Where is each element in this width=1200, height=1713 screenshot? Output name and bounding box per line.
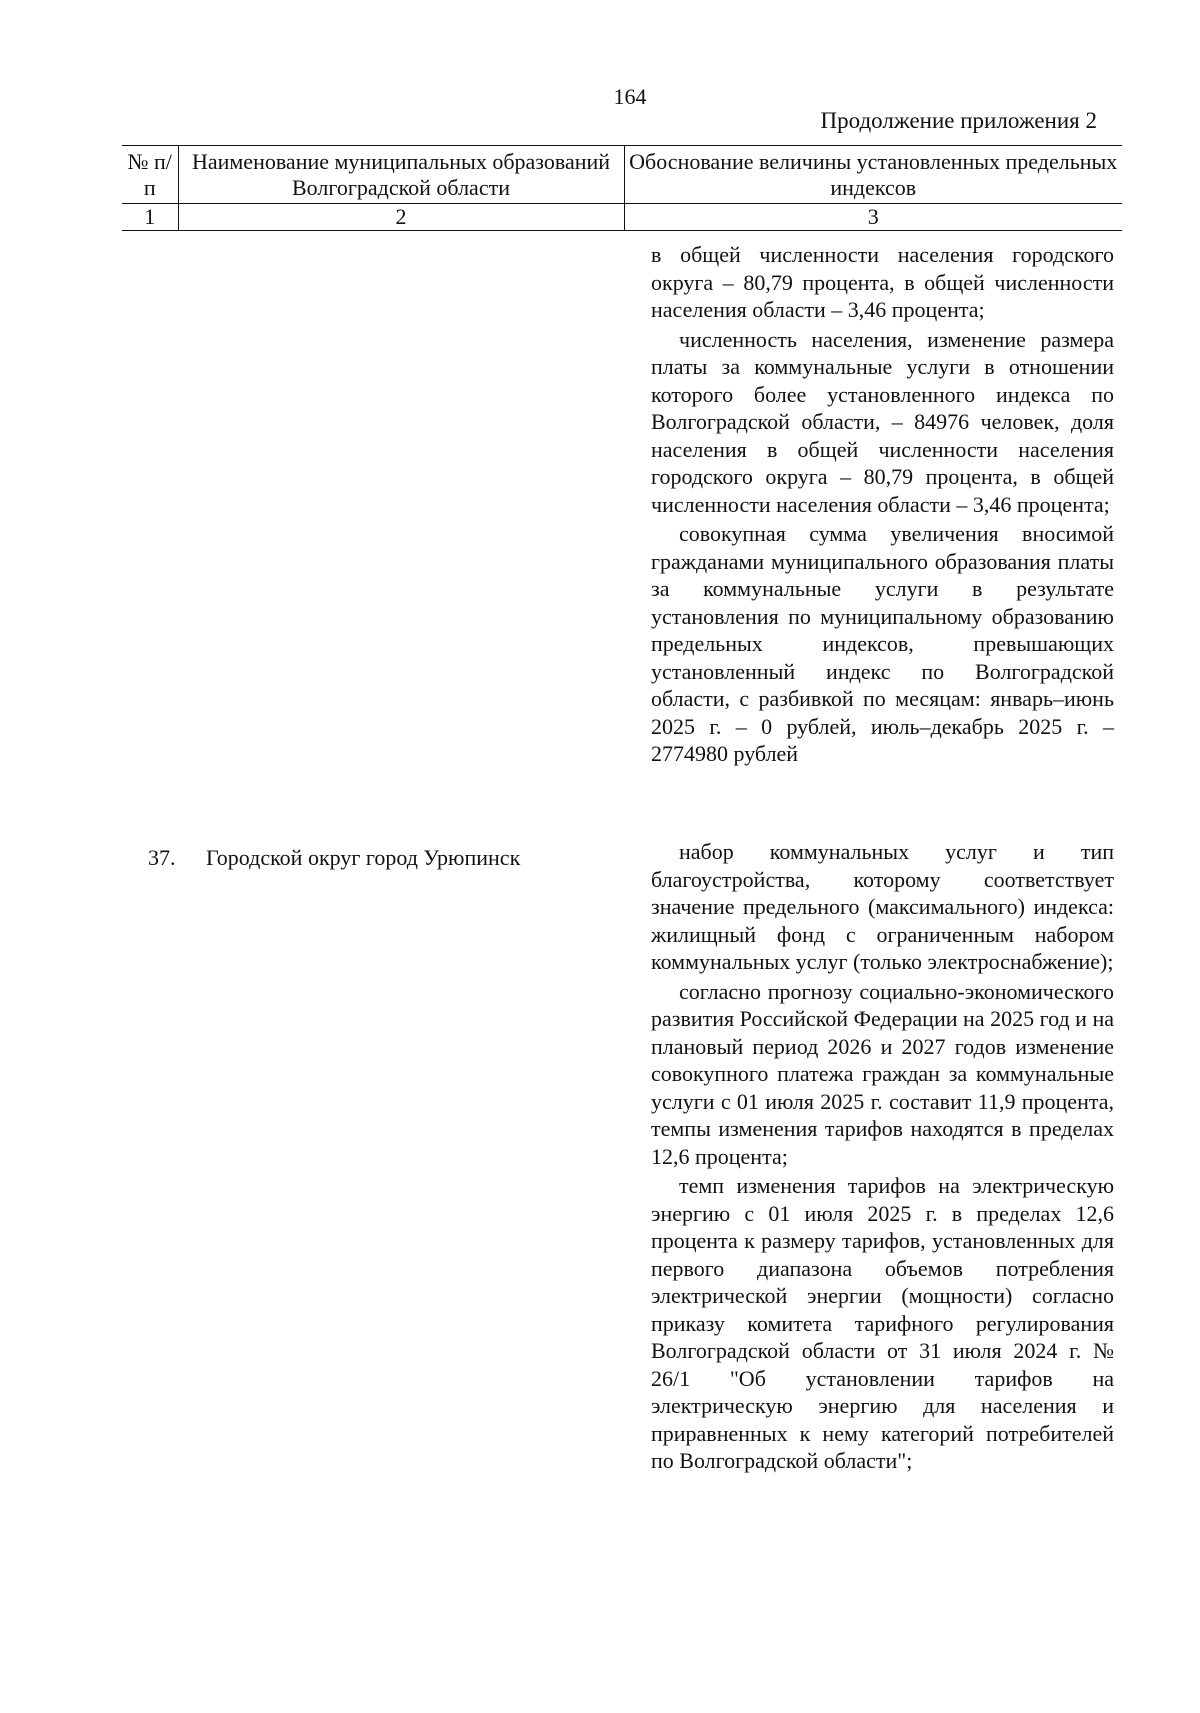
row-37-paragraph-2: согласно прогнозу социально-экономического развития Российской Федерации на 2025 год и на плановый период 2026 и 2027 годов изменение совокупного платежа граждан за коммунальные услуги с 01 июля 2025 г. составит 11,9 процента, темпы изменения тарифов находятся в пределах 12,6 процента;: [651, 978, 1114, 1169]
header-municipality: Наименование муниципальных образований Волгоградской области: [178, 146, 624, 204]
prev-paragraph-3: совокупная сумма увеличения вносимой гражданами муниципального образования платы за коммунальные услуги в результате установления по муниципальному образованию предельных индексов, превышающих установленный индекс по Волгоградской области, с разбивкой по месяцам: январь–июнь 2025 г. – 0 рублей, июль–декабрь 2025 г. – 2774980 рублей: [651, 521, 1114, 766]
row-37-paragraph-1: набор коммунальных услуг и тип благоустройства, которому соответствует значение предельного (максимального) индекса: жилищный фонд с ограниченным набором коммунальных услуг (только электроснабжение);: [651, 839, 1114, 974]
header-justification: Обоснование величины установленных предельных индексов: [624, 146, 1122, 204]
header-table: [122, 145, 1122, 231]
continuation-label: Продолжение приложения 2: [820, 108, 1097, 133]
page-number: 164: [613, 84, 647, 109]
prev-paragraph-1: в общей численности населения городского округа – 80,79 процента, в общей численности населения области – 3,46 процента;: [651, 242, 1114, 322]
column-number-row: [122, 204, 1122, 231]
row-37-municipality: Городской округ город Урюпинск: [206, 845, 521, 870]
column-number-3: 3: [624, 204, 1122, 231]
header-number: № п/п: [122, 146, 178, 204]
header-row: [122, 146, 1122, 204]
column-number-2: 2: [178, 204, 624, 231]
prev-paragraph-2: численность населения, изменение размера платы за коммунальные услуги в отношении которого более установленного индекса по Волгоградской области, – 84976 человек, доля населения в общей численности населения городского округа – 80,79 процента, в общей численности населения области – 3,46 процента;: [651, 326, 1114, 517]
column-number-1: 1: [122, 204, 178, 231]
row-37-paragraph-3: темп изменения тарифов на электрическую энергию с 01 июля 2025 г. в пределах 12,6 процента к размеру тарифов, установленных для первого диапазона объемов потребления электрической энергии (мощности) согласно приказу комитета тарифного регулирования Волгоградской области от 31 июля 2024 г. № 26/1 "Об установлении тарифов на электрическую энергию для населения и приравненных к нему категорий потребителей по Волгоградской области";: [651, 1173, 1114, 1473]
row-37-justification: [651, 838, 1114, 1477]
row-37-number: 37.: [148, 845, 176, 870]
previous-row-justification: [651, 241, 1114, 770]
